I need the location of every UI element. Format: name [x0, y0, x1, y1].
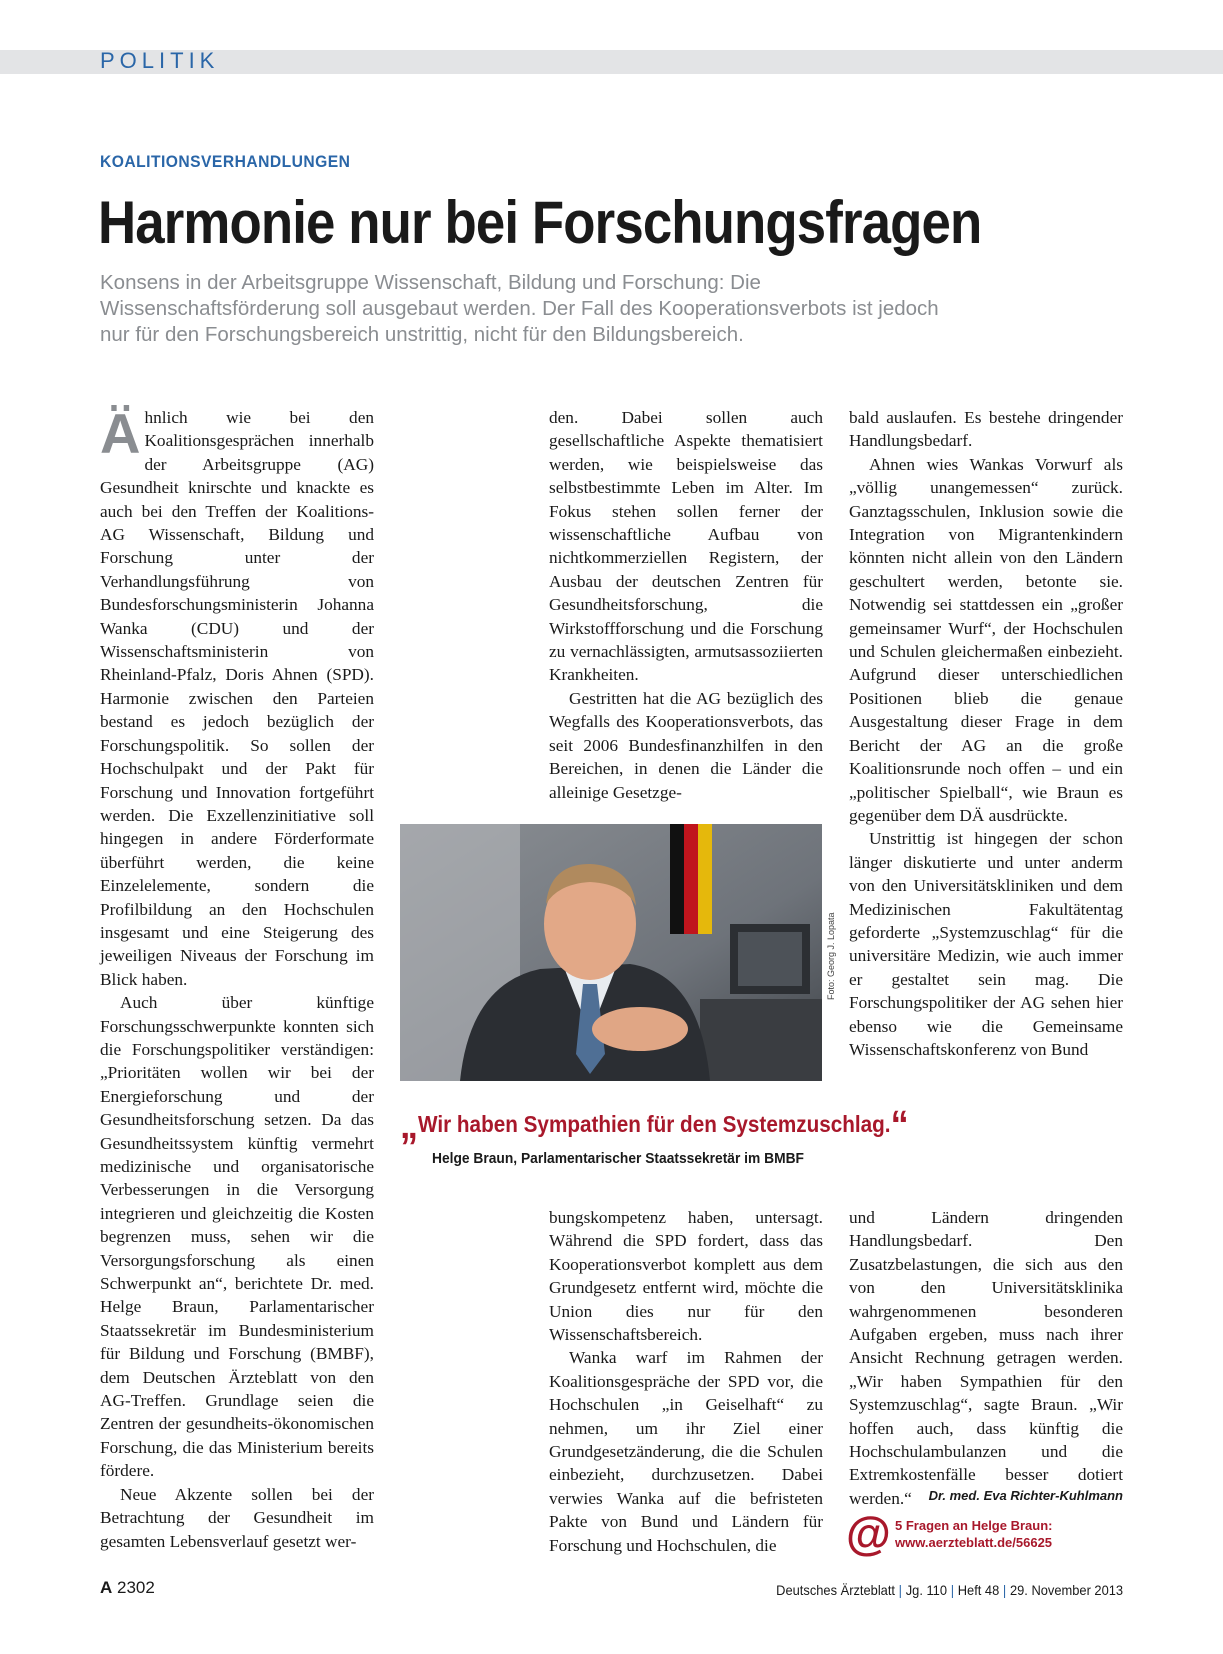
- publication-name: Deutsches Ärzteblatt: [776, 1582, 895, 1598]
- article-headline: Harmonie nur bei Forschungsfragen: [98, 189, 982, 256]
- section-label: POLITIK: [100, 48, 220, 73]
- article-column-1: [100, 402, 374, 1553]
- paragraph: Ähnlich wie bei den Koalitionsgesprächen innerhalb der Arbeitsgruppe (AG) Gesundheit knirschte und knackte es auch bei den Treffen der Koalitions-AG Wissenschaft, Bildung und Forschung unter der Verhandlungsführung von Bundesforschungsministerin Johanna Wanka (CDU) und der Wissenschaftsministerin von Rheinland-Pfalz, Doris Ahnen (SPD). Harmonie zwischen den Parteien bestand es jedoch bezüglich der Forschungspolitik. So sollen der Hochschulpakt und der Pakt für Forschung und Innovation fortgeführt werden. Die Exzellenzinitiative soll hingegen in andere Förderformate überführt werden, die keine Einzelelemente, sondern die Profilbildung an den Hochschulen insgesamt und eine Steigerung des jeweiligen Niveaus der Forschung im Blick haben.: [100, 402, 374, 989]
- portrait-photo: [400, 824, 822, 1081]
- paragraph: bungskompetenz haben, untersagt. Während die SPD fordert, dass das Kooperationsverbot komplett aus dem Grundgesetz entfernt wird, möchte die Union dies nur für den Wissenschaftsbereich.: [549, 1208, 823, 1345]
- portrait-illustration: [400, 824, 822, 1081]
- quote-text: Wir haben Sympathien für den Systemzuschlag.: [418, 1111, 891, 1137]
- article-column-3-bottom: [849, 1206, 1123, 1510]
- quote-attribution: Helge Braun, Parlamentarischer Staatssekretär im BMBF: [432, 1150, 804, 1167]
- drop-cap: Ä: [100, 402, 141, 465]
- at-sign-icon: @: [846, 1507, 891, 1559]
- page-number: A 2302: [100, 1578, 155, 1597]
- paragraph: bald auslaufen. Es bestehe dringender Handlungsbedarf.: [849, 408, 1123, 451]
- quote-close-mark: “: [890, 1103, 909, 1147]
- paragraph: und Ländern dringenden Handlungsbedarf. Den Zusatzbelastungen, die sich aus den von den Universitätsklinika wahrgenommenen besonderen Aufgaben ergeben, muss nach ihrer Ansicht Rechnung getragen werden. „Wir haben Sympathien für den Systemzuschlag“, sagte Braun. „Wir hoffen auch, dass künftig die Hochschulambulanzen und die Extremkostenfälle besser dotiert werden.“: [849, 1208, 1123, 1508]
- paragraph: Unstrittig ist hingegen der schon länger diskutierte und unter anderm von den Universitätskliniken und dem Medizinischen Fakultätentag geforderte „Systemzuschlag“ für die universitäre Medizin, wie auch immer er gestaltet sein mag. Die Forschungspolitiker der AG sehen hier ebenso wie die Gemeinsame Wissenschaftskonferenz von Bund: [849, 829, 1123, 1059]
- paragraph: den. Dabei sollen auch gesellschaftliche Aspekte thematisiert werden, wie beispielsweise das selbstbestimmte Leben im Alter. Im Fokus stehen sollen ferner der wissenschaftliche Aufbau von nichtkommerziellen Registern, der Ausbau der deutschen Zentren für Gesundheitsforschung, die Wirkstoffforschung und die Forschung zu vernachlässigten, armutsassoziierten Krankheiten.: [549, 408, 823, 685]
- article-kicker: KOALITIONSVERHANDLUNGEN: [100, 152, 351, 171]
- paragraph: Auch über künftige Forschungsschwerpunkte konnten sich die Forschungspolitiker verständigen: „Prioritäten wollen wir bei der Energieforschung und der Gesundheitsforschung setzen. Da das Gesundheitssystem künftig vermehrt medizinische und organisatorische Verbesserungen in die Versorgung integrieren und gleichzeitig die Kosten begrenzen muss, sehen wir die Versorgungsforschung als einen Schwerpunkt an“, berichtete Dr. med. Helge Braun, Parlamentarischer Staatssekretär im Bundesministerium für Bildung und Forschung (BMBF), dem Deutschen Ärzteblatt von den AG-Treffen. Grundlage seien die Zentren der gesundheits-ökonomischen Forschung, die das Ministerium bereits fördere.: [100, 993, 374, 1481]
- divider: |: [1002, 1582, 1007, 1598]
- web-link-title: 5 Fragen an Helge Braun:: [895, 1518, 1053, 1533]
- web-link[interactable]: [895, 1517, 1052, 1551]
- volume: Jg. 110: [905, 1582, 947, 1598]
- article-column-3-top: [849, 406, 1123, 1061]
- article-column-2-bottom: [549, 1206, 823, 1557]
- paragraph: Wanka warf im Rahmen der Koalitionsgespräche der SPD vor, die Hochschulen „in Geiselhaft“ zu nehmen, um ihr Ziel einer Grundgesetzänderung, die die Schulen einbezieht, durchzusetzen. Dabei verwies Wanka auf die befristeten Pakte von Bund und Ländern für Forschung und Hochschulen, die: [549, 1348, 823, 1555]
- photo-credit: Foto: Georg J. Lopata: [826, 912, 836, 1000]
- web-link-url[interactable]: www.aerzteblatt.de/56625: [895, 1535, 1053, 1550]
- paragraph: Ahnen wies Wankas Vorwurf als „völlig unangemessen“ zurück. Ganztagsschulen, Inklusion sowie die Integration von Migrantenkindern könnten nicht allein von den Ländern geschultert werden, betonte sie. Notwendig sei stattdessen ein „großer gemeinsamer Wurf“, der Hochschulen und Schulen gleichermaßen einbezieht. Aufgrund dieser unterschiedlichen Positionen blieb die genaue Ausgestaltung dieser Frage in dem Bericht der AG an die große Koalitionsrunde noch offen – und ein „politischer Spielball“, wie Braun es gegenüber dem DÄ ausdrückte.: [849, 454, 1123, 825]
- article-author: Dr. med. Eva Richter-Kuhlmann: [928, 1488, 1123, 1503]
- divider: |: [950, 1582, 954, 1598]
- pull-quote: [400, 1103, 909, 1148]
- divider: |: [898, 1582, 902, 1598]
- quote-open-mark: „: [400, 1103, 418, 1147]
- issue-date: 29. November 2013: [1009, 1582, 1123, 1598]
- issue: Heft 48: [957, 1582, 1000, 1598]
- article-column-2-top: [549, 406, 823, 804]
- paragraph: Gestritten hat die AG bezüglich des Wegfalls des Kooperationsverbots, das seit 2006 Bundesfinanzhilfen in den Bereichen, in denen die Länder die alleinige Gesetzge-: [549, 688, 823, 802]
- paragraph: Neue Akzente sollen bei der Betrachtung der Gesundheit im gesamten Lebensverlauf gesetzt wer-: [100, 1484, 374, 1551]
- article-lead: Konsens in der Arbeitsgruppe Wissenschaft, Bildung und Forschung: Die Wissenschaftsförderung soll ausgebaut werden. Der Fall des Kooperationsverbots ist jedoch nur für den Forschungsbereich unstrittig, nicht für den Bildungsbereich.: [100, 271, 939, 346]
- publication-info: [776, 1582, 1123, 1598]
